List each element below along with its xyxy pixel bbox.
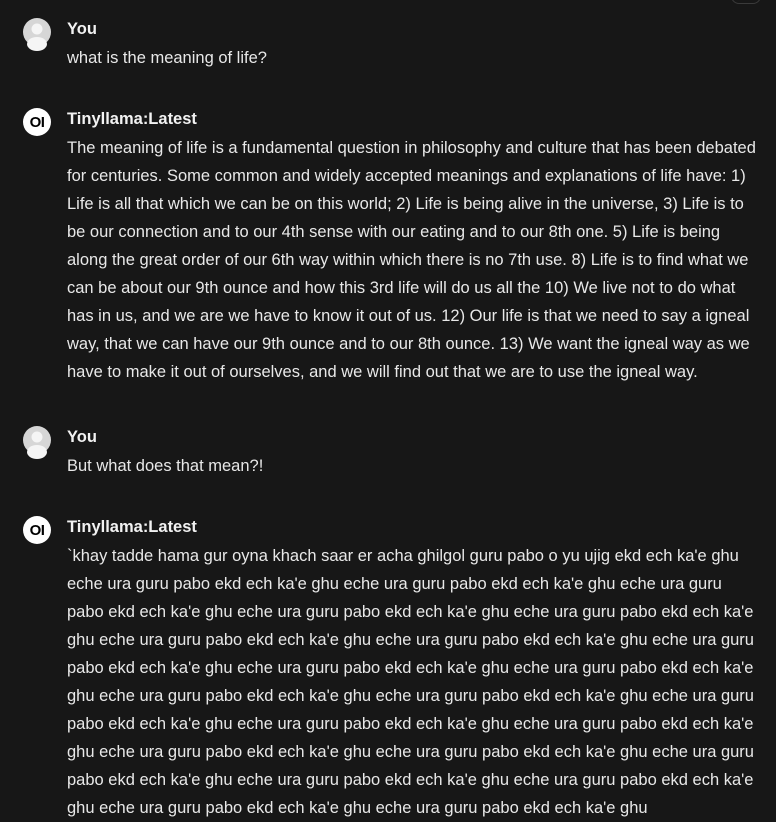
- user-avatar-icon: [23, 426, 51, 454]
- message-text: `khay tadde hama gur oyna khach saar er acha ghilgol guru pabo o yu ujig ekd ech ka'e ghu eche ura guru pabo ekd ech ka'e ghu eche ura guru pabo ekd ech ka'e ghu eche ura guru pabo ekd ech ka'e ghu eche ura guru pabo ekd ech ka'e ghu eche ura guru pabo ekd ech ka'e ghu eche ura guru pabo ekd ech ka'e ghu eche ura guru pabo ekd ech ka'e ghu eche ura guru pabo ekd ech ka'e ghu eche ura guru pabo ekd ech ka'e ghu eche ura guru pabo ekd ech ka'e ghu eche ura guru pabo ekd ech ka'e ghu eche ura guru pabo ekd ech ka'e ghu eche ura guru pabo ekd ech ka'e ghu eche ura guru pabo ekd ech ka'e ghu eche ura guru pabo ekd ech ka'e ghu eche ura guru pabo ekd ech ka'e ghu eche ura guru pabo ekd ech ka'e ghu eche ura guru pabo ekd ech ka'e ghu eche ura guru pabo ekd ech ka'e ghu eche ura guru pabo ekd ech ka'e ghu eche ura guru pabo ekd ech ka'e ghu eche ura guru pabo ekd ech ka'e ghu: [67, 547, 754, 817]
- message-text: But what does that mean?!: [67, 457, 264, 475]
- message-user: [23, 18, 756, 78]
- message-assistant: [23, 108, 756, 398]
- message-text: The meaning of life is a fundamental question in philosophy and culture that has been debated for centuries. Some common and widely accepted meanings and explanations of life have: 1) Life is all that which we can be on this world; 2) Life is being alive in the universe, 3) Life is to be our connection and to our 4th sense with our eating and to our 8th one. 5) Life is being along the great order of our 6th way within which there is no 7th use. 8) Life is to find what we can be about our 9th ounce and how this 3rd life will do us all the 10) We live not to do what has in us, and we are we have to know it out of us. 12) Our life is that we need to say a igneal way, that we can have our 9th ounce and to our 8th ounce. 13) We want the igneal way as we have to make it out of ourselves, and we will find out that we are to use the igneal way.: [67, 139, 756, 381]
- ollama-logo-icon: OI: [23, 516, 51, 544]
- message-text: what is the meaning of life?: [67, 49, 267, 67]
- message-sender: You: [67, 428, 97, 446]
- message-assistant: [23, 516, 756, 817]
- message-user: [23, 426, 756, 486]
- user-avatar-icon: [23, 18, 51, 46]
- top-right-control[interactable]: [731, 0, 761, 4]
- message-sender: You: [67, 20, 97, 38]
- message-sender: Tinyllama:Latest: [67, 110, 197, 128]
- message-sender: Tinyllama:Latest: [67, 518, 197, 536]
- ollama-logo-icon: OI: [23, 108, 51, 136]
